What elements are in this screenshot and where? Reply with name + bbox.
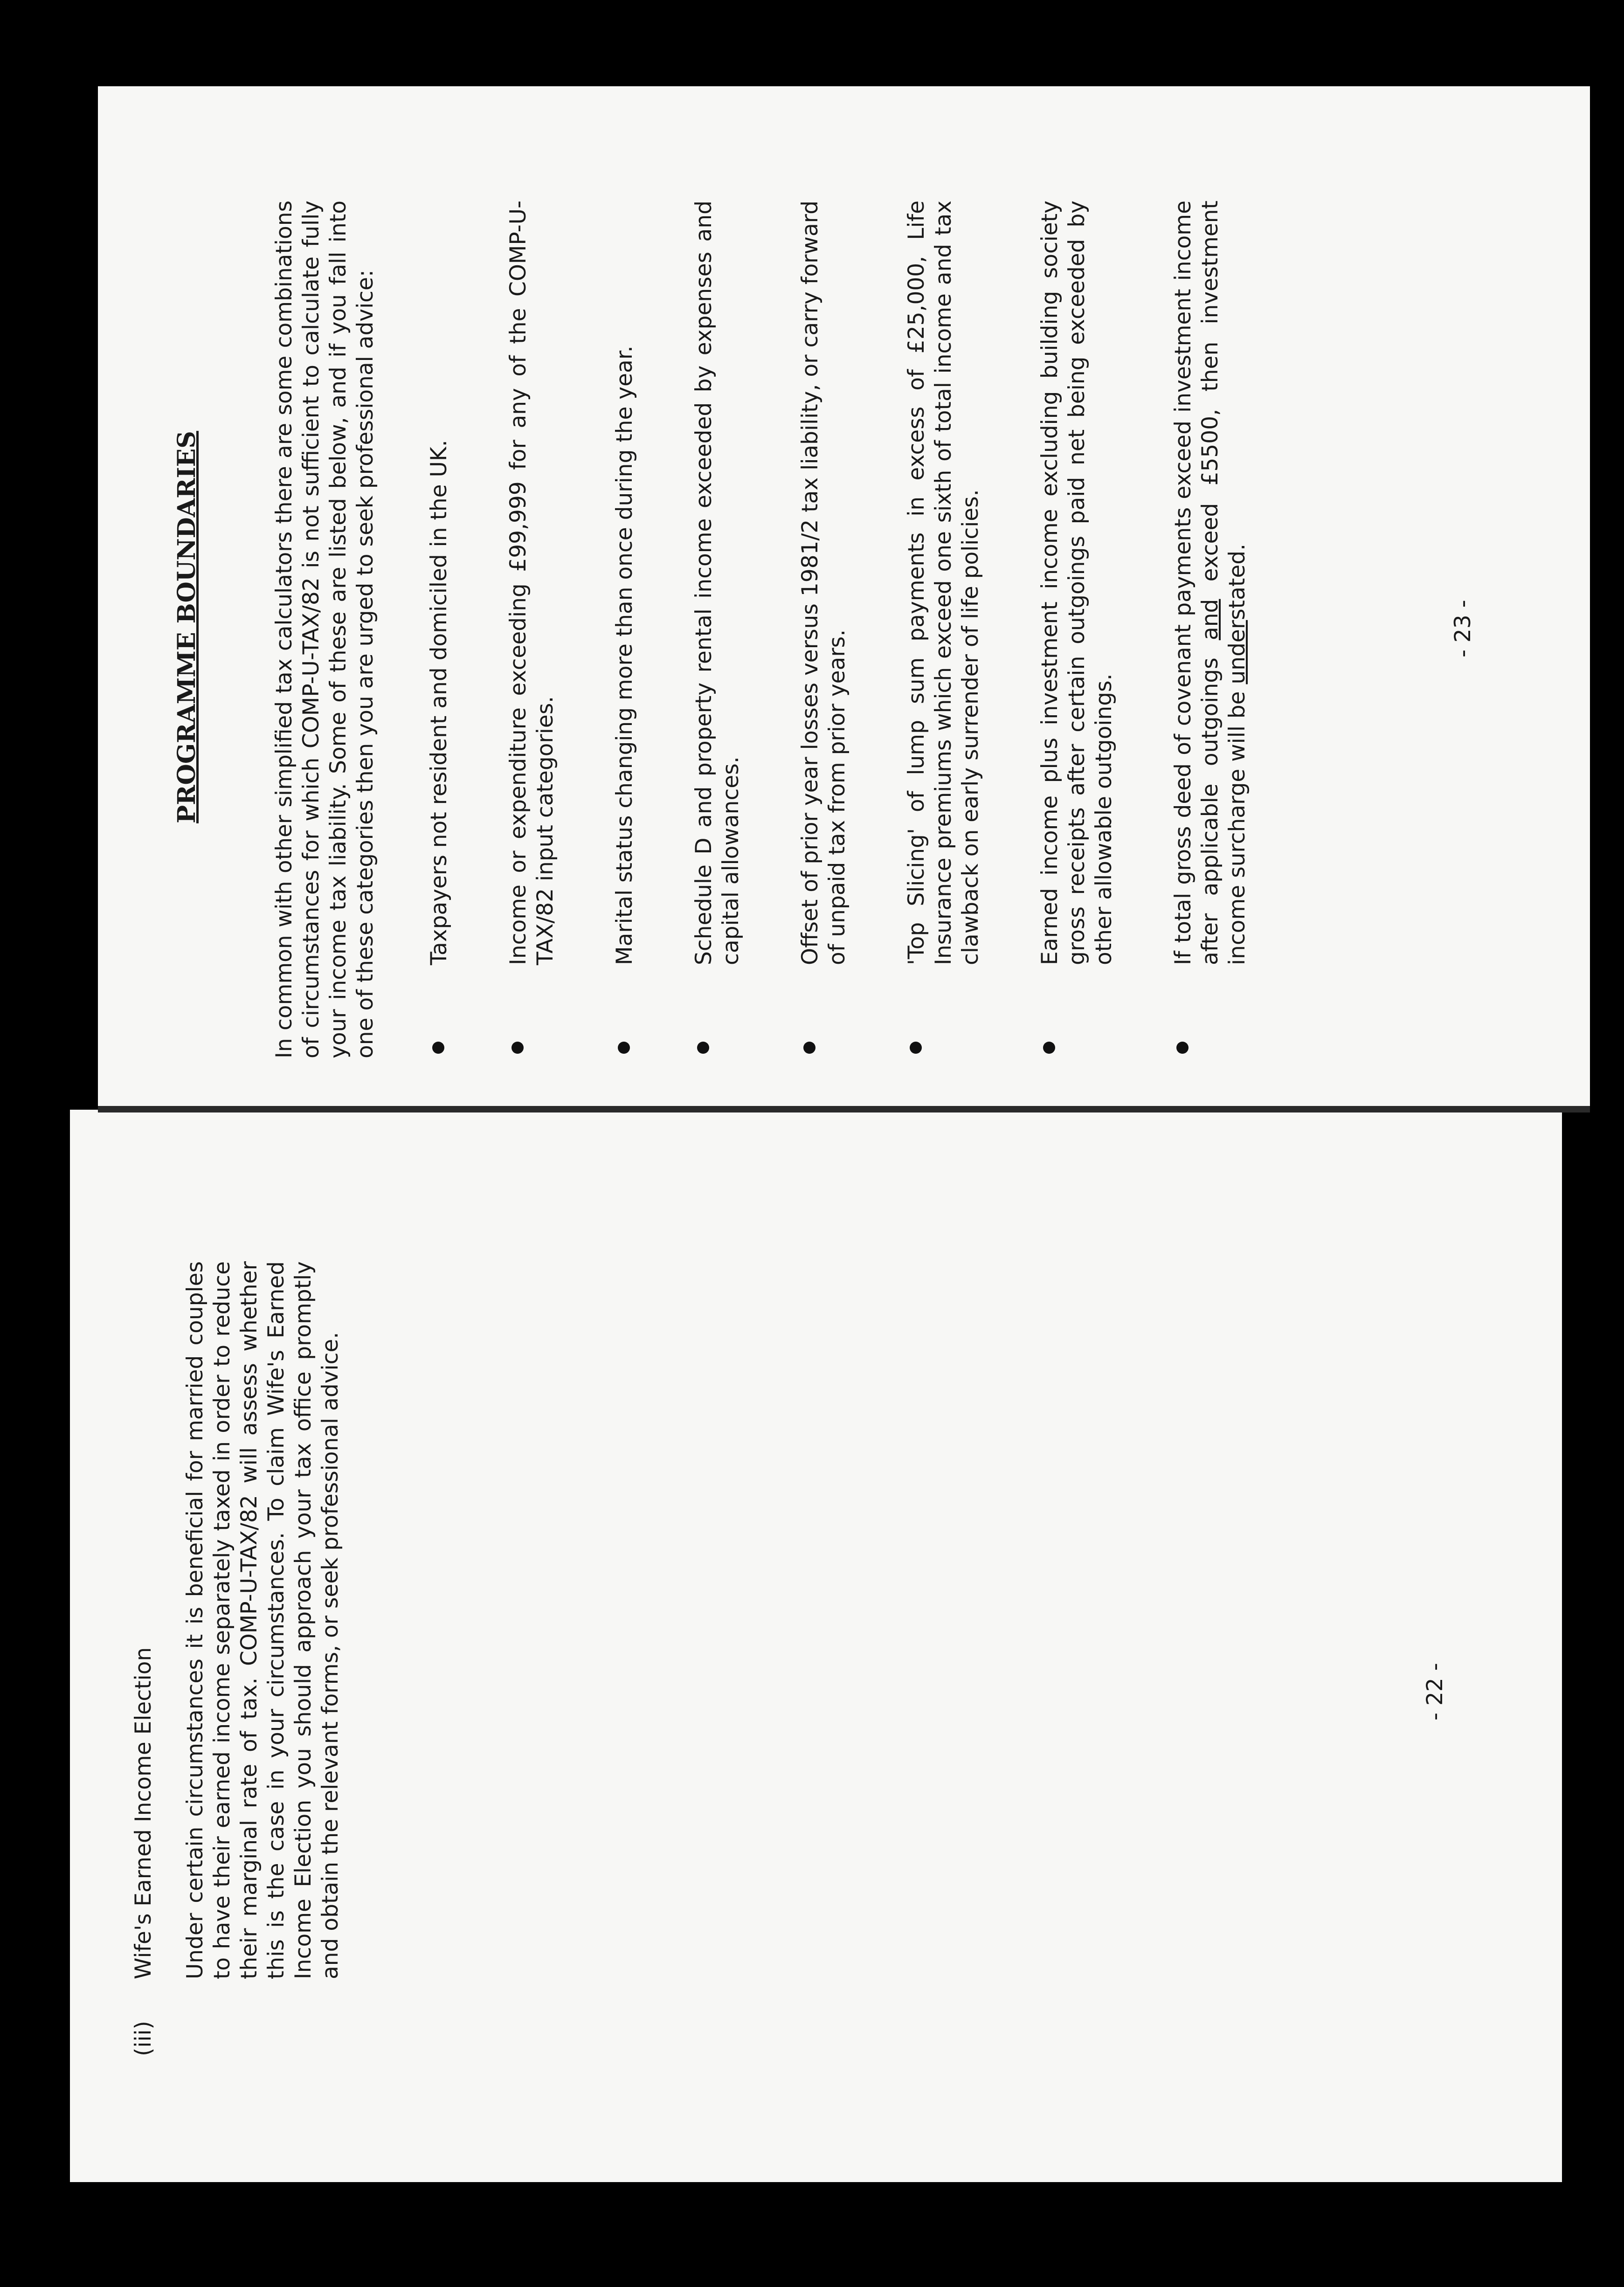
page-title: PROGRAMME BOUNDARIES bbox=[173, 431, 201, 823]
list-item bbox=[797, 196, 851, 1058]
bullet-icon bbox=[611, 965, 638, 1058]
list-item bbox=[1037, 196, 1118, 1058]
underlined-word: and bbox=[1197, 599, 1223, 641]
bullet-icon bbox=[691, 965, 745, 1058]
boundary-list bbox=[426, 196, 1251, 1058]
bullet-icon bbox=[426, 965, 453, 1058]
section-paragraph: Under certain circumstances it is beneficial for married couples to have their earned income separately taxed in order to reduce their marginal rate of tax. COMP-U-TAX/82 will assess whether this is the case in your circumstances. To claim Wife's Earned Income Election you should approach your tax office promptly and obtain the relevant forms, or seek professional advice. bbox=[182, 1261, 343, 1979]
section-number: (iii) bbox=[131, 2021, 156, 2056]
list-item-text: Marital status changing more than once during the year. bbox=[612, 345, 637, 965]
bullet-icon bbox=[1170, 965, 1251, 1058]
list-item bbox=[426, 196, 453, 1058]
list-item-text-part: If total gross deed of covenant payments exceed investment income after applicable outgoings bbox=[1170, 200, 1223, 965]
list-item bbox=[903, 196, 984, 1058]
list-item-text bbox=[1170, 200, 1251, 965]
bullet-icon bbox=[1037, 965, 1118, 1058]
page-number-left: - 22 - bbox=[1422, 1663, 1448, 1720]
list-item bbox=[691, 196, 745, 1058]
list-item-text-part: exceed £5500, then investment income surcharge will be bbox=[1197, 200, 1250, 965]
section-heading bbox=[131, 1124, 156, 2056]
section-title: Wife's Earned Income Election bbox=[131, 1647, 156, 1979]
page-number-right: - 23 - bbox=[1450, 600, 1476, 657]
list-item-text: Earned income plus investment income excluding building society gross receipts after certain outgoings paid net being exceeded by other allowable outgoings. bbox=[1037, 200, 1117, 965]
list-item-text: Offset of prior year losses versus 1981/2 tax liability, or carry forward of unpaid tax from prior years. bbox=[797, 200, 850, 965]
list-item-text: 'Top Slicing' of lump sum payments in excess of £25,000, Life Insurance premiums which exceed one sixth of total income and tax clawback on early surrender of life policies. bbox=[904, 200, 983, 965]
list-item-text-part: stated. bbox=[1224, 543, 1250, 620]
list-item-text: Taxpayers not resident and domiciled in the UK. bbox=[426, 440, 452, 965]
bullet-icon bbox=[797, 965, 851, 1058]
left-page-content bbox=[131, 1124, 504, 2056]
bullet-icon bbox=[903, 965, 984, 1058]
intro-paragraph: In common with other simplified tax calculators there are some combinations of circumstances for which COMP-U-TAX/82 is not sufficient to calculate fully your income tax liability. Some of these are listed below, and if you fall into one of these categories then you are urged to seek professional advice: bbox=[271, 200, 378, 1058]
right-page-content bbox=[173, 196, 1408, 1058]
list-item bbox=[505, 196, 559, 1058]
bullet-icon bbox=[505, 965, 559, 1058]
list-item bbox=[1170, 196, 1251, 1058]
list-item bbox=[611, 196, 638, 1058]
book-spine bbox=[98, 1106, 1590, 1112]
underlined-word: under bbox=[1224, 620, 1250, 684]
list-item-text: Schedule D and property rental income exceeded by expenses and capital allowances. bbox=[691, 200, 744, 965]
list-item-text: Income or expenditure exceeding £99,999 for any of the COMP-U-TAX/82 input categories. bbox=[505, 200, 558, 965]
